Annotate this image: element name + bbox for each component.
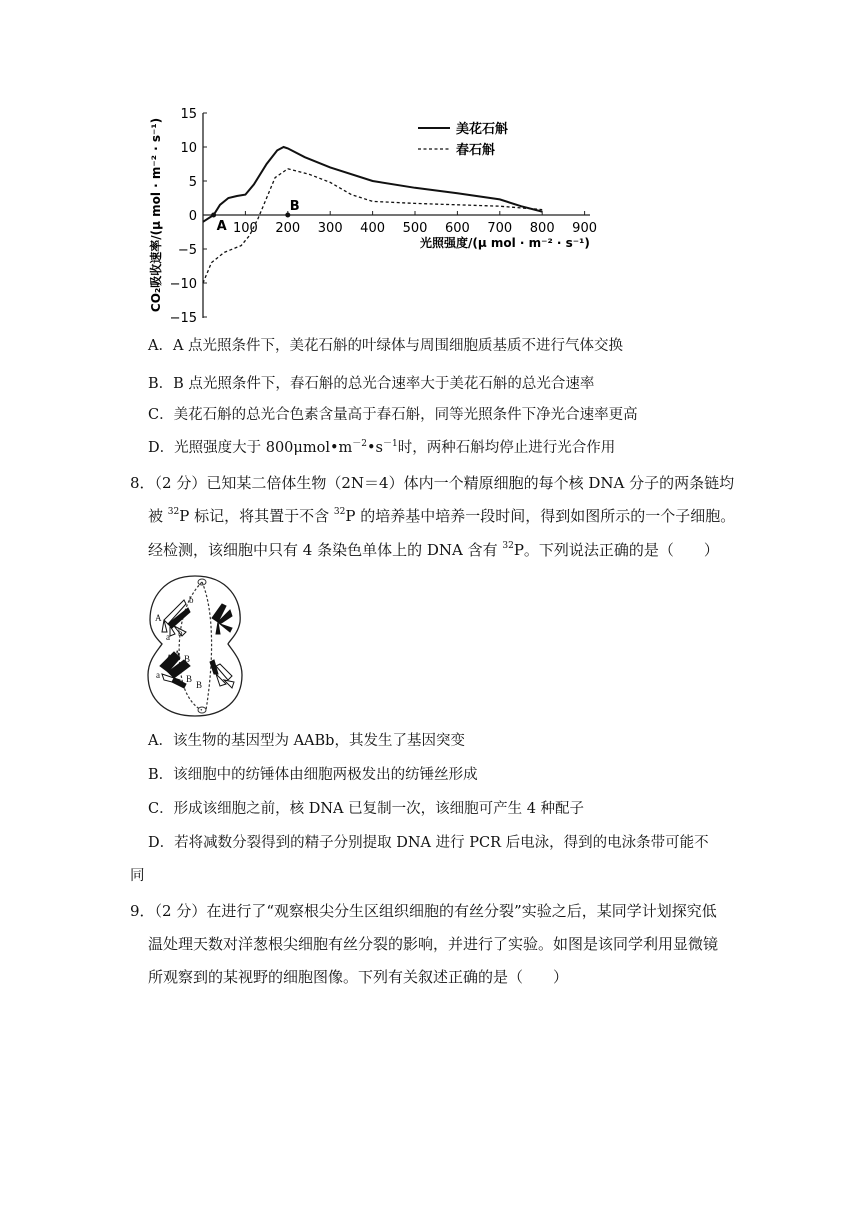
q7-option-c: C．美花石斛的总光合色素含量高于春石斛，同等光照条件下净光合速率更高 (148, 407, 638, 423)
point-marker-a (211, 213, 216, 218)
q9-stem-line-2: 温处理天数对洋葱根尖细胞有丝分裂的影响，并进行了实验。如图是该同学利用显微镜 (148, 935, 719, 953)
q7-option-d (148, 438, 615, 458)
co2-absorption-chart (0, 0, 860, 330)
x-tick-label: 800 (529, 221, 555, 236)
gene-label: B (186, 674, 193, 684)
q8-line2-sup-1: 32 (167, 507, 180, 517)
gene-label: a (156, 670, 160, 680)
gene-label: B (184, 654, 191, 664)
gene-label: a (166, 632, 170, 642)
series-line-meihua (203, 147, 542, 222)
q7-option-d-text-3: 时，两种石斛均停止进行光合作用 (397, 440, 616, 456)
x-tick-label: 100 (232, 221, 258, 236)
y-tick-label: 5 (188, 175, 197, 190)
gene-label: b (178, 628, 183, 638)
legend-label-meihua: 美花石斛 (456, 122, 509, 137)
q8-line2-sup-2: 32 (333, 507, 346, 517)
q8-stem-line-3 (148, 540, 719, 560)
y-tick-label: 15 (180, 107, 197, 122)
gene-label: A (166, 653, 173, 663)
q7-option-a: A．A 点光照条件下，美花石斛的叶绿体与周围细胞质基质不进行气体交换 (148, 338, 624, 354)
q8-line2-text-a: 被 (148, 507, 168, 525)
y-tick-label: 0 (188, 209, 197, 224)
q8-option-d-line-2: 同 (130, 868, 145, 884)
x-tick-label: 200 (275, 221, 301, 236)
q8-line2-text-b: P 标记，将其置于不含 (179, 507, 334, 525)
cell-membrane (148, 576, 242, 716)
chromosome-group-upper-right (212, 604, 232, 634)
q7-option-b: B．B 点光照条件下，春石斛的总光合速率大于美花石斛的总光合速率 (148, 376, 595, 392)
x-tick-label: 700 (487, 221, 513, 236)
chromosome-group-lower-right (210, 660, 234, 688)
x-tick-label: 600 (444, 221, 470, 236)
q9-stem-line-3: 所观察到的某视野的细胞图像。下列有关叙述正确的是（ ） (148, 968, 569, 986)
dividing-cell-figure (140, 570, 250, 720)
gene-label: b (189, 595, 194, 605)
q8-line2-text-c: P 的培养基中培养一段时间，得到如图所示的一个子细胞。 (345, 507, 736, 525)
q7-option-d-text-1: D．光照强度大于 800μmol•m (148, 440, 353, 456)
q8-option-d-line-1: D．若将减数分裂得到的精子分别提取 DNA 进行 PCR 后电泳，得到的电泳条带可能不 (148, 835, 709, 851)
chart-xlabel: 光照强度/(μ mol · m⁻² · s⁻¹) (420, 236, 590, 250)
y-tick-label: 10 (180, 141, 197, 156)
q7-option-d-sup-1: －2 (352, 439, 367, 449)
q8-option-a: A．该生物的基因型为 AABb，其发生了基因突变 (148, 733, 465, 749)
q7-option-d-text-2: •s (367, 440, 383, 456)
gene-label: B (196, 680, 203, 690)
q8-option-c: C．形成该细胞之前，核 DNA 已复制一次，该细胞可产生 4 种配子 (148, 801, 585, 817)
chart-ylabel: CO₂吸收速率/(μ mol · m⁻² · s⁻¹) (149, 117, 163, 313)
x-tick-label: 900 (572, 221, 598, 236)
chromosome-group-upper-left (162, 600, 190, 636)
y-tick-label: −10 (169, 277, 197, 292)
q9-stem-line-1: 9．（2 分）在进行了“观察根尖分生区组织细胞的有丝分裂”实验之后，某同学计划探究低 (130, 902, 717, 920)
q7-option-d-sup-2: －1 (383, 439, 398, 449)
gene-label: A (174, 649, 181, 659)
point-label-b: B (289, 199, 300, 214)
y-tick-label: −5 (177, 243, 197, 258)
x-tick-label: 300 (317, 221, 343, 236)
point-label-a: A (216, 219, 227, 234)
gene-label: A (155, 613, 162, 623)
y-tick-label: −15 (169, 311, 197, 326)
x-tick-label: 500 (402, 221, 428, 236)
q8-line3-sup: 32 (502, 541, 514, 551)
legend-label-chun: 春石斛 (456, 143, 496, 158)
x-tick-label: 400 (360, 221, 386, 236)
q8-option-b: B．该细胞中的纺锤体由细胞两极发出的纺锤丝形成 (148, 767, 478, 783)
q8-stem-line-2 (148, 506, 735, 526)
q8-line3-text-a: 经检测，该细胞中只有 4 条染色单体上的 DNA 含有 (148, 541, 503, 559)
q8-line3-text-b: P。下列说法正确的是（ ） (513, 541, 719, 559)
q8-stem-line-1: 8．（2 分）已知某二倍体生物（2N＝4）体内一个精原细胞的每个核 DNA 分子的两条链均 (130, 474, 735, 492)
